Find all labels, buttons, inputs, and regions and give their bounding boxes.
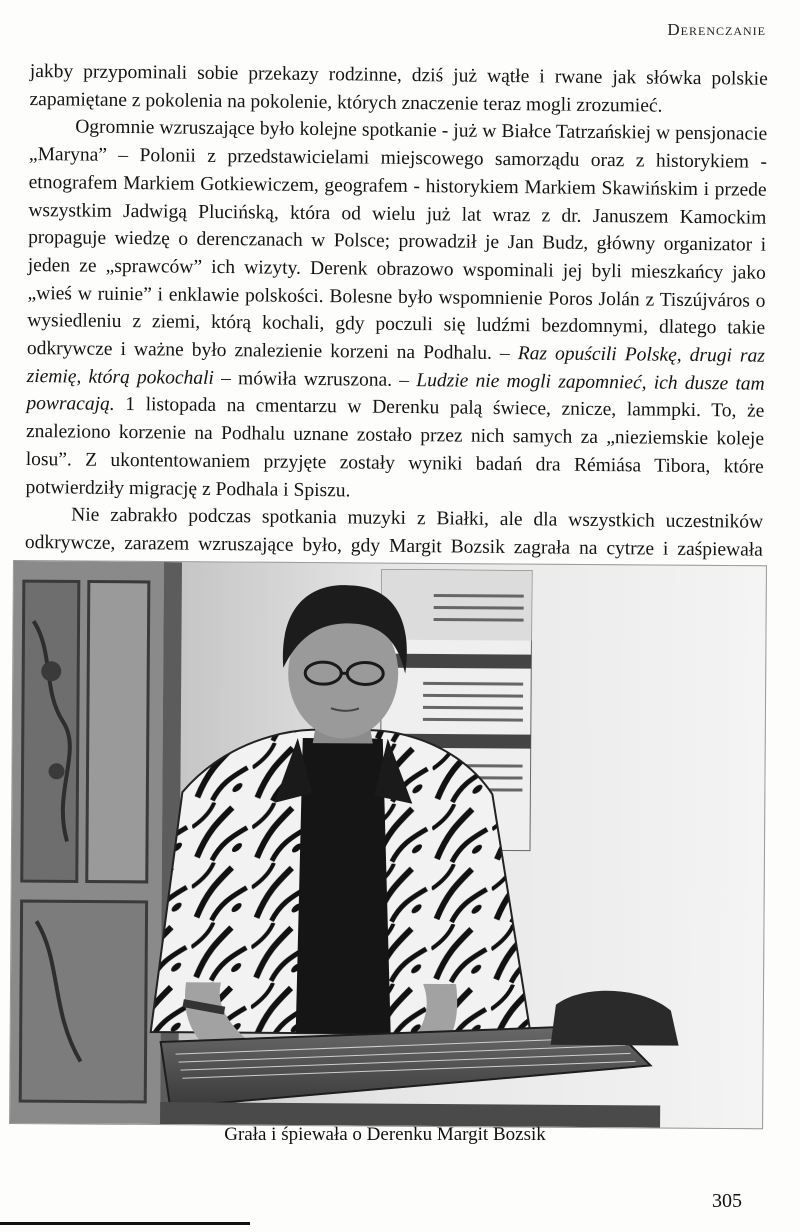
paragraph-2 [25,113,767,509]
bottom-rule [0,1222,250,1225]
paragraph-2-text-b: – mówiła wzruszona. – [213,367,417,391]
running-head: Derenczanie [667,20,766,39]
paragraph-2-quote-b: Ludzie nie mogli zapomnieć, ich dusze tam powracają. [26,369,765,416]
body-text [24,58,767,592]
paragraph-2-text-a: Ogromnie wzruszające było kolejne spotkanie - już w Białce Tatrzańskiej w pensjonacie „Maryna” – Polonii z przedstawicielami miejscowego samorządu oraz z historykiem - etnografem Markiem Gotkiewiczem, geografem - historykiem Markiem Skawińskim i przede wszystkim Jadwigą Plucińską, która od wielu już lat wraz z dr. Januszem Kamockim propaguje wiedzę o derenczanach w Polsce; prowadził je Jan Budz, główny organizator i jeden ze „sprawców” ich wizyty. Derenk obrazowo wspominali jej byli mieszkańcy jako „wieś w ruinie” i enklawie polskości. Bolesne było wspomnienie Poros Jolán z Tiszújváros o wysiedleniu z ziemi, którą kochali, gdy poczuli się ludźmi bezdomnymi, dlatego takie odkrywcze i ważne było znalezienie korzeni na Podhalu. – [26,116,768,365]
paragraph-1 [29,58,768,121]
photo-woman-playing-zither [9,560,767,1129]
paragraph-3-text: Nie zabrakło podczas spotkania muzyki z Białki, ale dla wszystkich uczestników odkrywcze, zarazem wzruszające było, gdy Margit Bozsik zagrała na cytrze i zaśpiewała [24,504,764,561]
page-number: 305 [712,1190,742,1212]
photo-caption: Grała i śpiewała o Derenku Margit Bozsik [224,1124,546,1145]
paragraph-1-text: jakby przypominali sobie przekazy rodzinne, dziś już wątłe i rwane jak słówka polskie zapamiętane z pokolenia na pokolenie, których znaczenie teraz mogli zrozumieć. [29,60,768,117]
paragraph-2-text-c: 1 listopada na cmentarzu w Derenku palą świece, znicze, lammpki. To, że znaleziono korzenie na Podhalu uznane zostało przez nich samych za „nieziemskie koleje losu”. Z ukontentowaniem przyjęte zostały wyniki badań dra Rémiása Tibora, które potwierdziły migrację z Podhala i Spiszu. [25,394,765,501]
paragraph-2-quote-a: Raz opuścili Polskę, drugi raz ziemię, którą pokochali [26,343,766,389]
